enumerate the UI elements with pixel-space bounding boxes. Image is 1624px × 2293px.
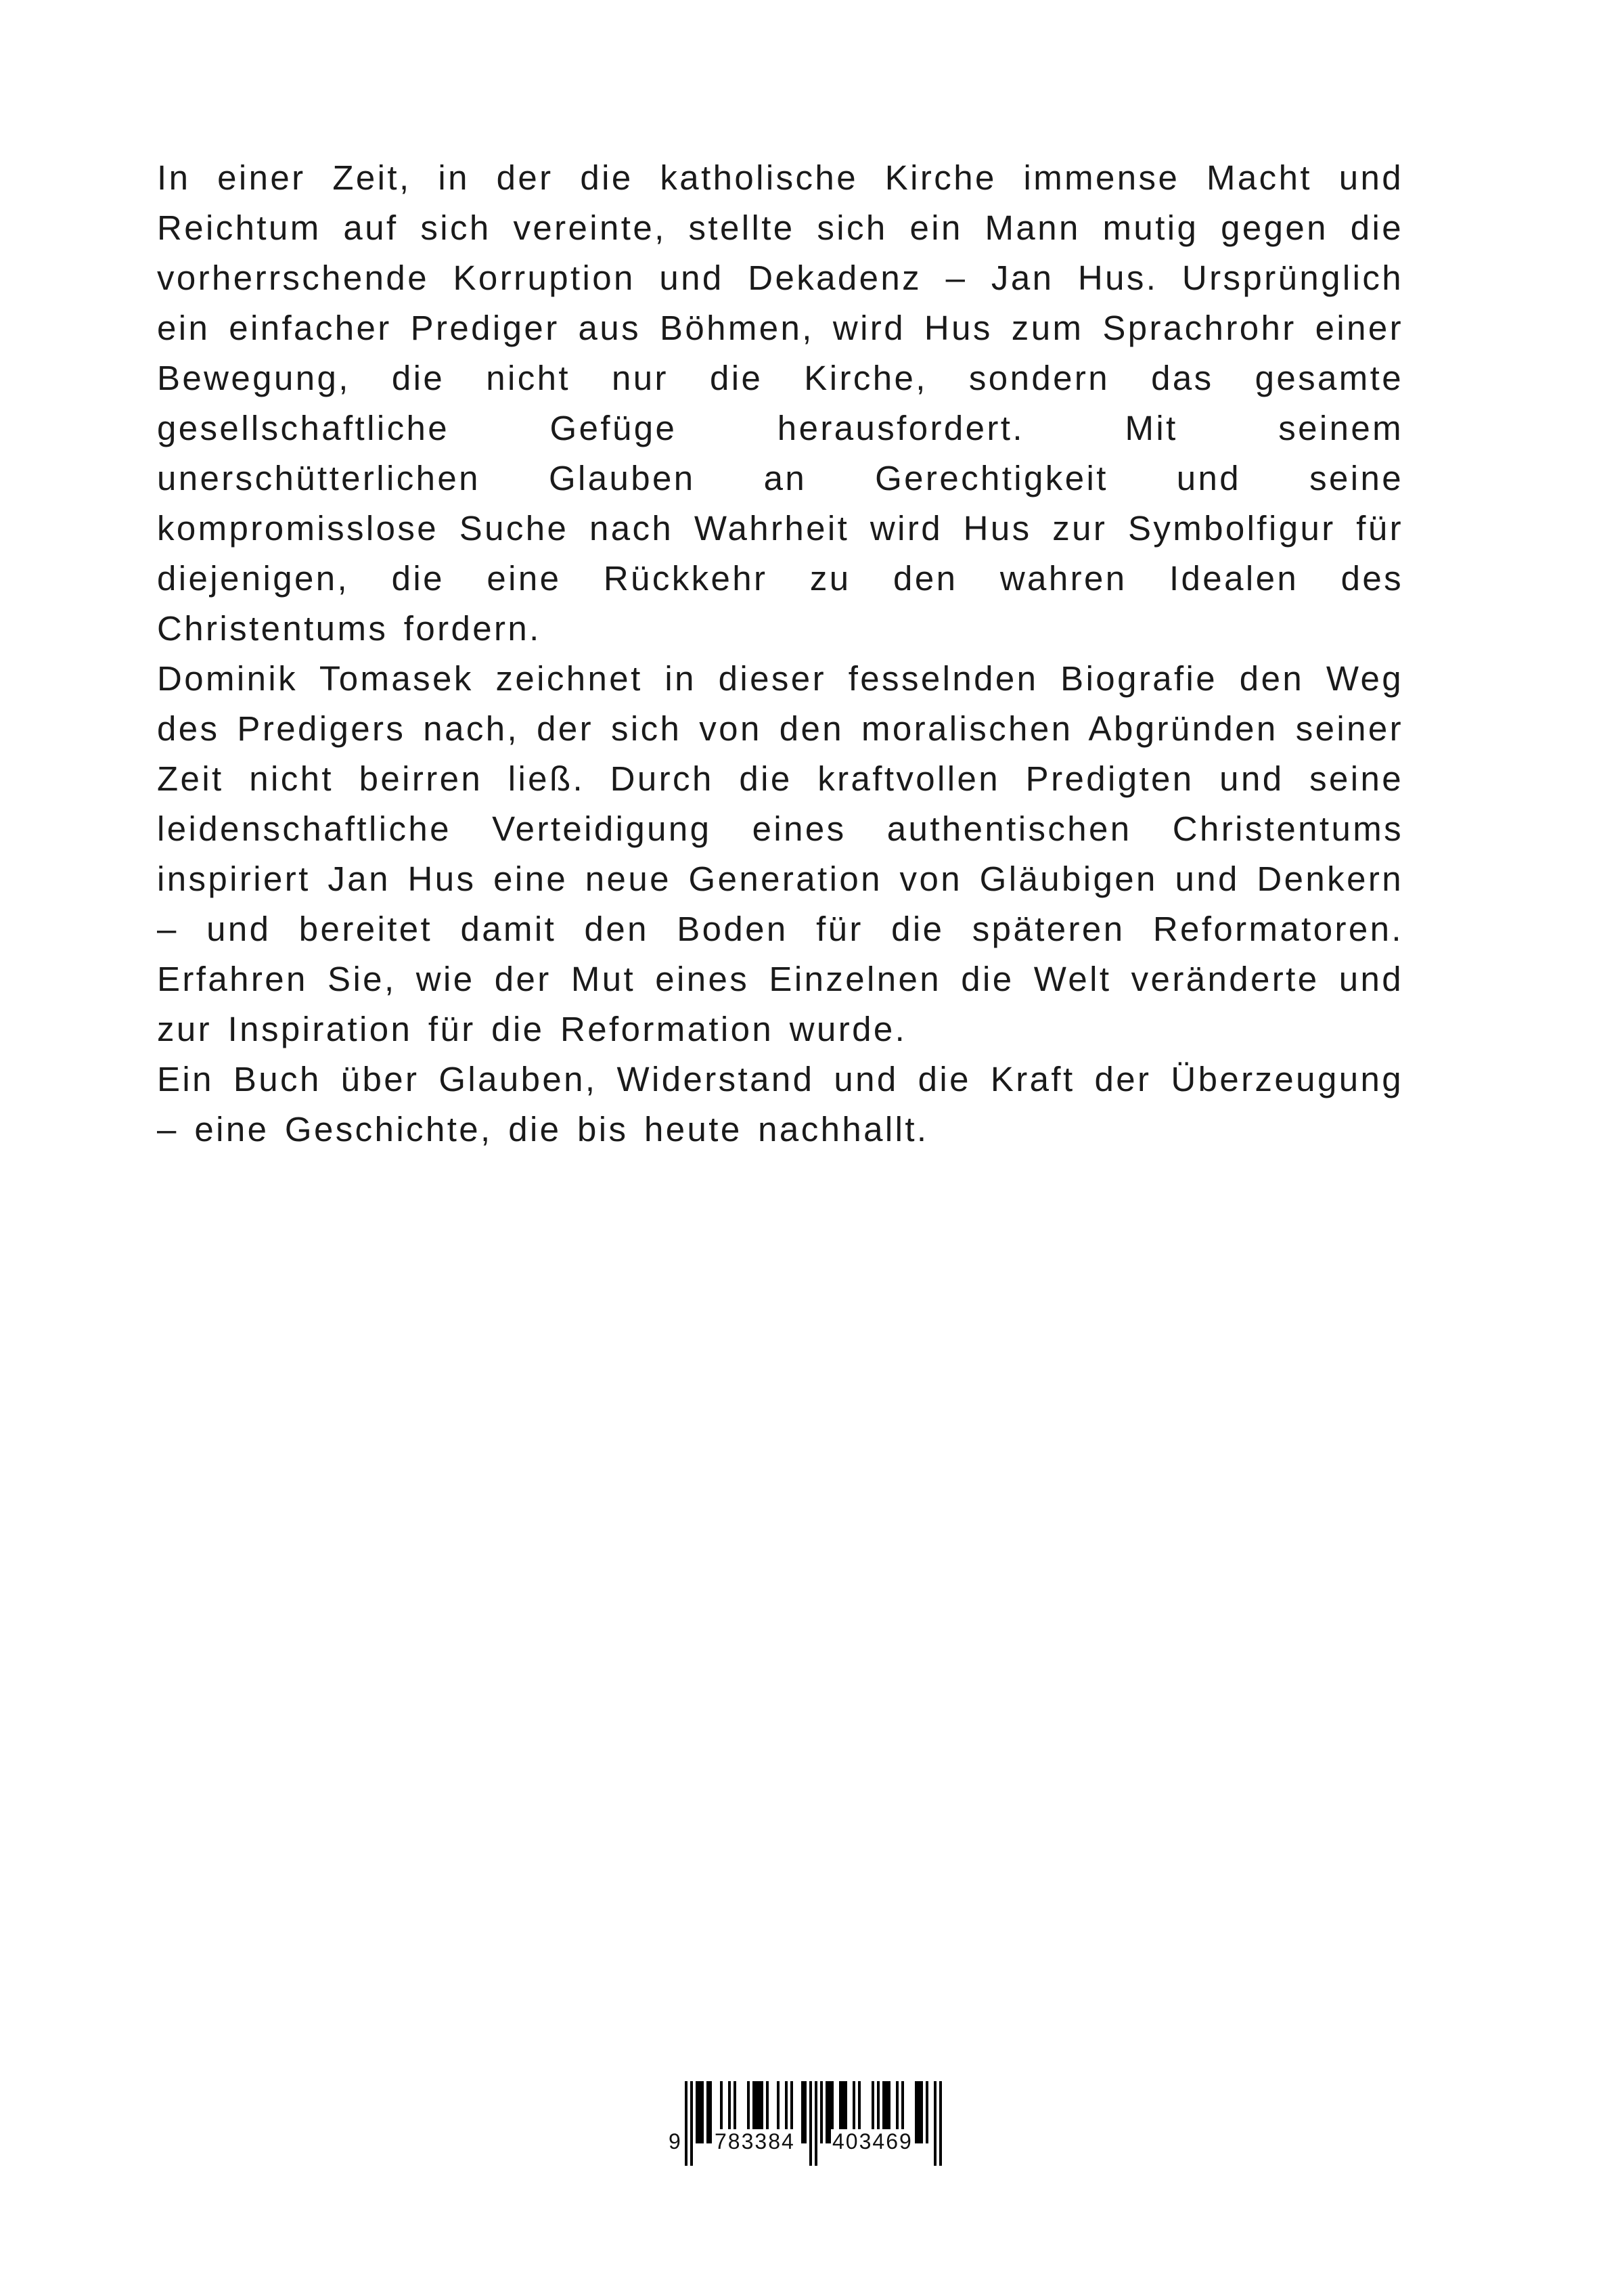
isbn-digits xyxy=(664,2129,962,2156)
isbn-right-group: 403469 xyxy=(832,2129,913,2154)
isbn-left-group: 783384 xyxy=(715,2129,795,2154)
blurb-paragraph-3: Ein Buch über Glauben, Widerstand und die Kraft der Überzeugung – eine Geschichte, die bis heute nachhallt. xyxy=(157,1060,1403,1149)
blurb-paragraph-1: In einer Zeit, in der die katholische Kirche immense Macht und Reichtum auf sich vereinte, stellte sich ein Mann mutig gegen die vorherrschende Korruption und Dekadenz – Jan Hus. Ursprünglich ein einfacher Prediger aus Böhmen, wird Hus zum Sprachrohr einer Bewegung, die nicht nur die Kirche, sondern das gesamte gesellschaftliche Gefüge herausfordert. Mit seinem unerschütterlichen Glauben an Gerechtigkeit und seine kompromisslose Suche nach Wahrheit wird Hus zur Symbolfigur für diejenigen, die eine Rückkehr zu den wahren Idealen des Christentums fordern. xyxy=(157,158,1403,648)
isbn-lead-digit: 9 xyxy=(669,2129,681,2154)
blurb-paragraph-2: Dominik Tomasek zeichnet in dieser fesselnden Biografie den Weg des Predigers nach, der sich von den moralischen Abgründen seiner Zeit nicht beirren ließ. Durch die kraftvollen Predigten und seine leidenschaftliche Verteidigung eines authentischen Christentums inspiriert Jan Hus eine neue Generation von Gläubigen und Denkern – und bereitet damit den Boden für die späteren Reformatoren. Erfahren Sie, wie der Mut eines Einzelnen die Welt veränderte und zur Inspiration für die Reformation wurde. xyxy=(157,659,1403,1048)
blurb-text xyxy=(157,153,1403,1155)
